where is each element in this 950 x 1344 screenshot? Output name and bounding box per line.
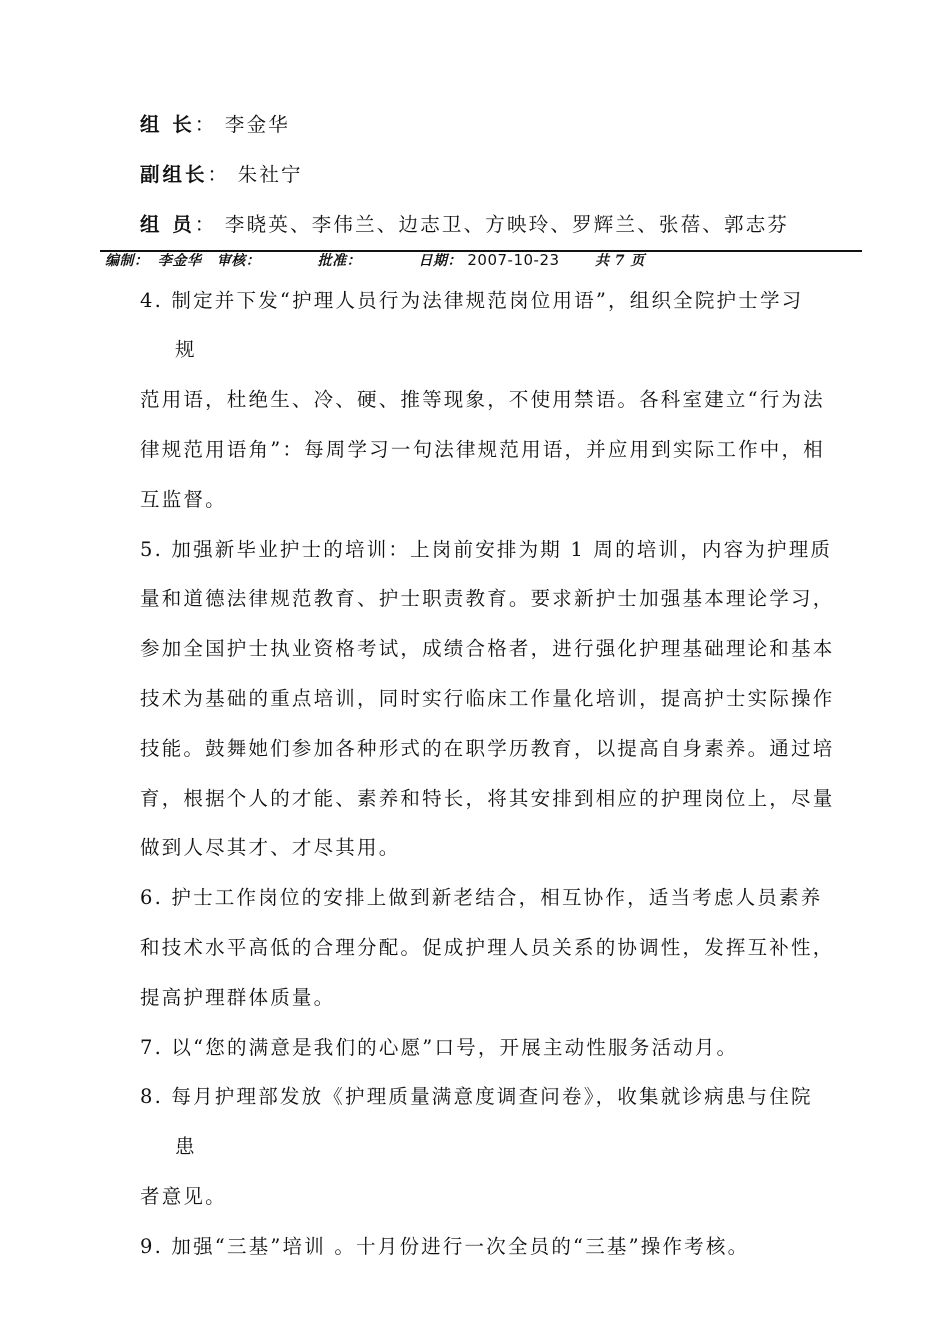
item-6-line-1: 6. 护士工作岗位的安排上做到新老结合，相互协作，适当考虑人员素养 [140, 886, 823, 909]
item-4-line-4: 律规范用语角”：每周学习一句法律规范用语，并应用到实际工作中，相 [140, 438, 825, 461]
document-info-bar [105, 250, 645, 271]
item-5-line-5: 技能。鼓舞她们参加各种形式的在职学历教育，以提高自身素养。通过培 [140, 737, 835, 760]
item-5-line-3: 参加全国护士执业资格考试，成绩合格者，进行强化护理基础理论和基本 [140, 637, 835, 660]
date-value: 2007-10-23 [467, 251, 560, 269]
deputy-label: 副组长 [140, 163, 208, 186]
deputy-name: 朱社宁 [237, 163, 303, 186]
item-4-line-1: 4. 制定并下发“护理人员行为法律规范岗位用语”，组织全院护士学习 [140, 289, 804, 312]
item-8-line-2: 患 [175, 1135, 197, 1158]
item-7-line-1: 7. 以“您的满意是我们的心愿”口号，开展主动性服务活动月。 [140, 1036, 739, 1059]
author-name: 李金华 [157, 253, 202, 269]
item-5-line-6: 育，根据个人的才能、素养和特长，将其安排到相应的护理岗位上，尽量 [140, 787, 835, 810]
item-4-line-2: 规 [175, 338, 197, 361]
item-9-line-1: 9. 加强“三基”培训 。十月份进行一次全员的“三基”操作考核。 [140, 1235, 750, 1258]
item-4-line-3: 范用语，杜绝生、冷、硬、推等现象，不使用禁语。各科室建立“行为法 [140, 388, 825, 411]
item-6-line-3: 提高护理群体质量。 [140, 986, 336, 1009]
team-leader-line: 组 长： 李金华 [140, 113, 291, 136]
item-4-line-5: 互监督。 [140, 488, 227, 511]
item-5-line-2: 量和道德法律规范教育、护士职责教育。要求新护士加强基本理论学习， [140, 587, 835, 610]
item-5-line-7: 做到人尽其才、才尽其用。 [140, 836, 401, 859]
date-label: 日期： [418, 253, 462, 269]
page-count: 共 7 页 [594, 253, 645, 269]
item-8-line-1: 8. 每月护理部发放《护理质量满意度调查问卷》，收集就诊病患与住院 [140, 1085, 813, 1108]
approve-label: 批准： [317, 253, 362, 269]
item-8-line-3: 者意见。 [140, 1185, 227, 1208]
leader-name: 李金华 [224, 113, 291, 136]
item-5-line-4: 技术为基础的重点培训，同时实行临床工作量化培训，提高护士实际操作 [140, 687, 835, 710]
leader-label: 组 长 [140, 113, 195, 136]
author-label: 编制： [105, 253, 149, 269]
team-deputy-line: 副组长： 朱社宁 [140, 163, 303, 186]
members-label: 组 员 [140, 213, 195, 236]
review-label: 审核： [216, 253, 261, 269]
item-6-line-2: 和技术水平高低的合理分配。促成护理人员关系的协调性，发挥互补性， [140, 936, 835, 959]
item-5-line-1: 5. 加强新毕业护士的培训：上岗前安排为期 1 周的培训，内容为护理质 [140, 538, 833, 561]
members-names: 李晓英、李伟兰、边志卫、方映玲、罗辉兰、张蓓、郭志芬 [224, 213, 790, 236]
team-members-line: 组 员： 李晓英、李伟兰、边志卫、方映玲、罗辉兰、张蓓、郭志芬 [140, 213, 790, 236]
